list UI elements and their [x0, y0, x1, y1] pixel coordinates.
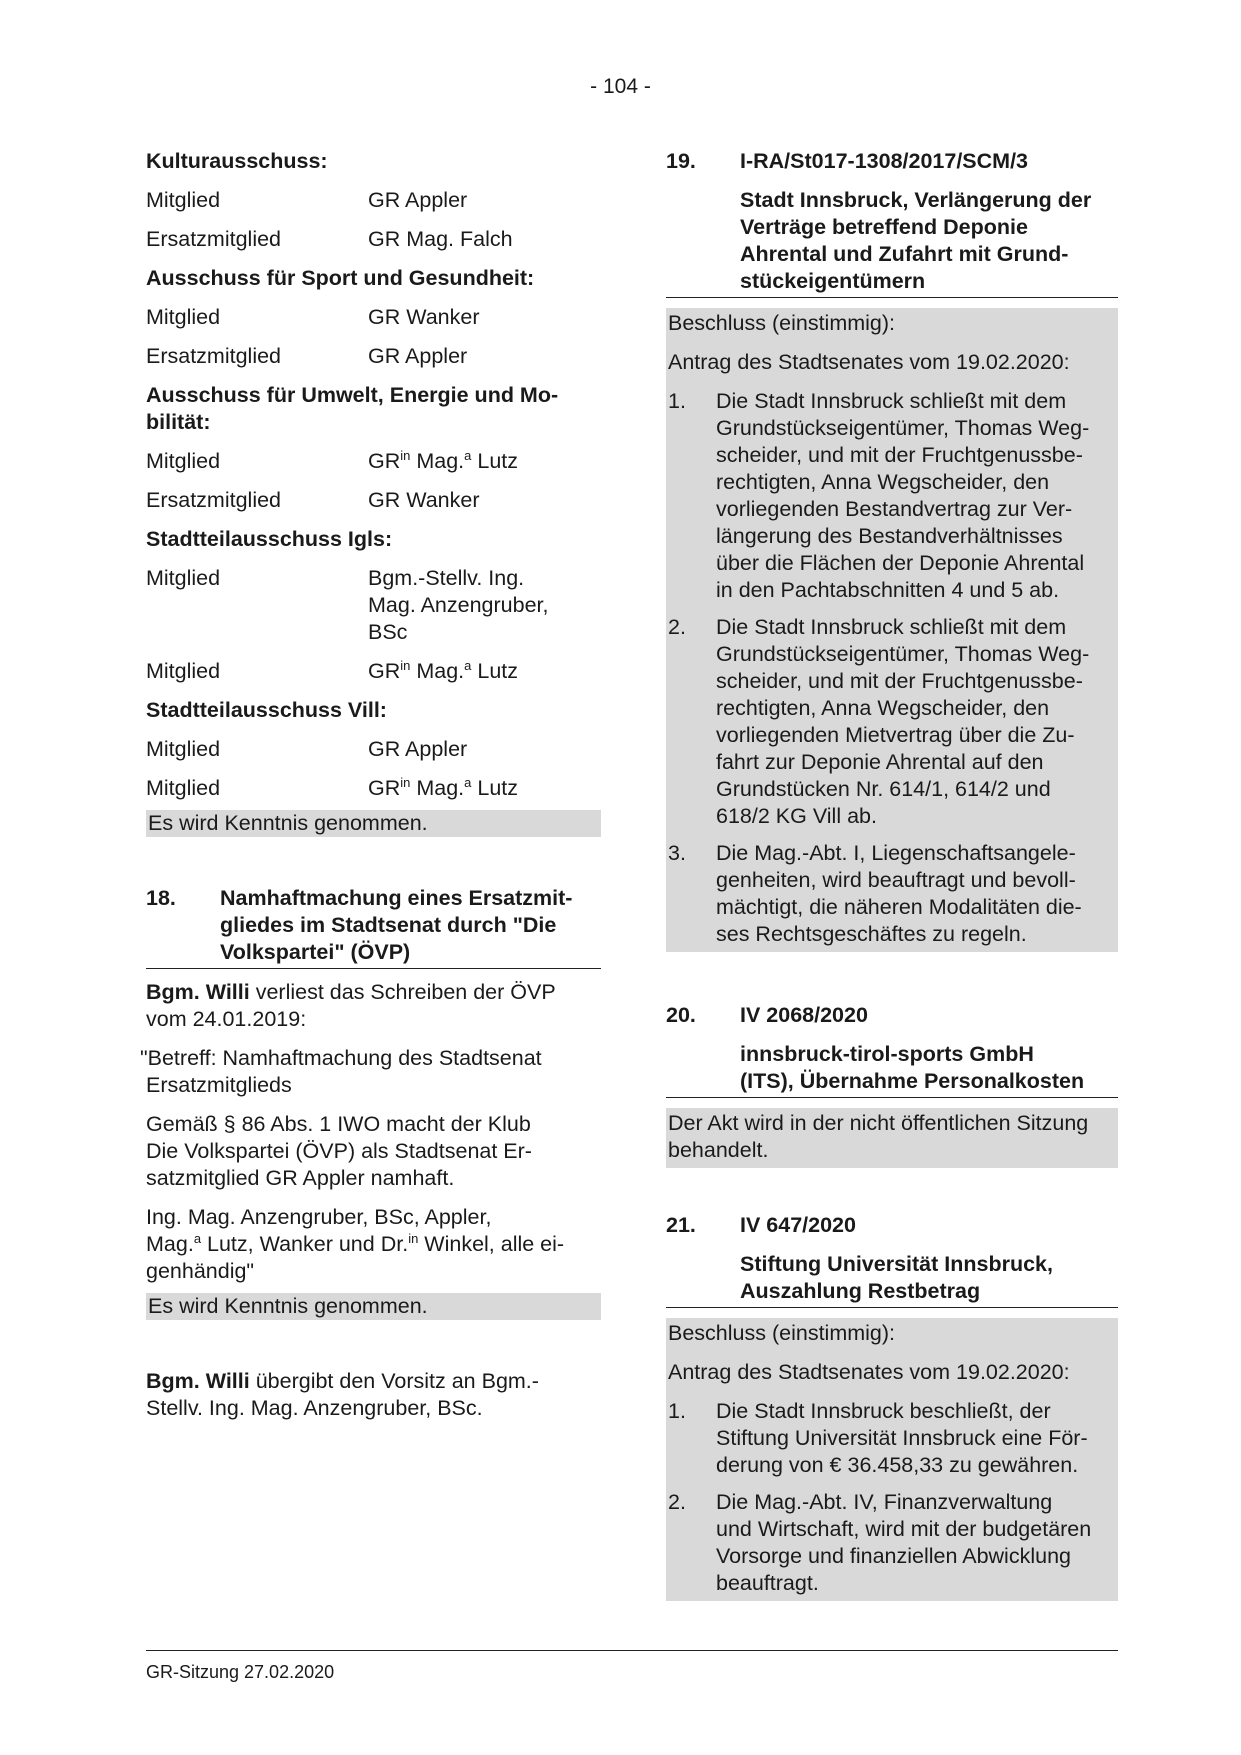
role-label: Ersatzmitglied: [146, 344, 282, 368]
title-line: Verträge betreffend Deponie: [740, 215, 1028, 239]
member-name: GR Wanker: [368, 488, 480, 512]
title-line: Ahrental und Zufahrt mit Grund-: [740, 242, 1069, 266]
text-line: genheiten, wird beauftragt und bevoll-: [716, 868, 1076, 892]
text-line: ses Rechtsgeschäftes zu regeln.: [716, 922, 1027, 946]
decision-block: [666, 1318, 1118, 1601]
committee-heading: Stadtteilausschuss Igls:: [146, 527, 393, 551]
paragraph-line: satzmitglied GR Appler namhaft.: [146, 1166, 455, 1190]
text-line: und Wirtschaft, wird mit der budgetären: [716, 1517, 1092, 1541]
committee-row: [146, 565, 601, 646]
speaker-name: Bgm. Willi: [146, 1369, 250, 1393]
paragraph-line: [146, 979, 601, 1006]
paragraph: [146, 979, 601, 1033]
paragraph-line: "Betreff: Namhaftmachung des Stadtsenat: [140, 1046, 542, 1070]
list-item: [668, 1398, 1116, 1479]
text-line: derung von € 36.458,33 zu gewähren.: [716, 1453, 1079, 1477]
item-number: 20.: [666, 1003, 696, 1027]
text-line: Stiftung Universität Innsbruck eine För-: [716, 1426, 1088, 1450]
acknowledgement-note: Es wird Kenntnis genommen.: [146, 1293, 601, 1320]
text-line: über die Flächen der Deponie Ahrental: [716, 551, 1085, 575]
title-part: GR: [368, 449, 401, 473]
member-name: GR Appler: [368, 188, 468, 212]
quote-paragraph: [140, 1045, 601, 1099]
text-line: mächtigt, die näheren Modalitäten die-: [716, 895, 1082, 919]
text-line: vorliegenden Mietvertrag über die Zu-: [716, 723, 1075, 747]
text-line: 618/2 KG Vill ab.: [716, 804, 877, 828]
list-text: [716, 388, 1116, 604]
list-item: [668, 840, 1116, 952]
committee-row: [146, 226, 601, 253]
list-text: [716, 840, 1116, 948]
paragraph: [146, 1111, 601, 1192]
superscript: in: [400, 658, 411, 673]
list-number: 1.: [668, 1399, 686, 1423]
text-line: fahrt zur Deponie Ahrental auf den: [716, 750, 1044, 774]
committee-row: [146, 187, 601, 214]
member-name: [368, 448, 601, 475]
paragraph-text: Winkel, alle ei-: [418, 1232, 565, 1256]
left-column: [140, 148, 601, 1434]
superscript: in: [400, 448, 411, 463]
member-name: GR Appler: [368, 344, 468, 368]
text-line: scheider, und mit der Fruchtgenussbe-: [716, 443, 1083, 467]
surname: Lutz: [471, 659, 519, 683]
text-line: Die Mag.-Abt. IV, Finanzverwaltung: [716, 1490, 1053, 1514]
footer-session-date: GR-Sitzung 27.02.2020: [146, 1662, 335, 1682]
acknowledgement-note: Es wird Kenntnis genommen.: [146, 810, 601, 837]
agenda-item-heading: [146, 885, 601, 969]
title-line: Volkspartei" (ÖVP): [220, 940, 411, 964]
list-item: [668, 1489, 1116, 1601]
title-part: Mag.: [410, 659, 465, 683]
heading-line: Ausschuss für Umwelt, Energie und Mo-: [146, 383, 559, 407]
title-line: stückeigentümern: [740, 269, 926, 293]
text-line: rechtigten, Anna Wegscheider, den: [716, 696, 1050, 720]
non-public-note: [666, 1108, 1118, 1168]
paragraph-line: Gemäß § 86 Abs. 1 IWO macht der Klub: [146, 1112, 531, 1136]
role-label: Mitglied: [146, 305, 221, 329]
member-name: Bgm.-Stellv. Ing. Mag. Anzengruber, BSc: [368, 566, 549, 644]
superscript: in: [408, 1231, 419, 1246]
role-label: Ersatzmitglied: [146, 488, 282, 512]
list-text: [716, 1398, 1116, 1479]
member-name: GR Mag. Falch: [368, 227, 513, 251]
text-line: Vorsorge und finanziellen Abwicklung: [716, 1544, 1071, 1568]
text-line: Die Stadt Innsbruck schließt mit dem: [716, 615, 1067, 639]
decision-block: [666, 308, 1118, 952]
motion-label: Antrag des Stadtsenates vom 19.02.2020:: [668, 350, 1070, 374]
agenda-item-title: [666, 1251, 1118, 1308]
list-number: 1.: [668, 389, 686, 413]
paragraph-line: Ing. Mag. Anzengruber, BSc, Appler,: [146, 1205, 492, 1229]
text-line: beauftragt.: [716, 1571, 819, 1595]
item-number: 18.: [146, 886, 176, 910]
title-part: Mag.: [410, 776, 465, 800]
list-number: 2.: [668, 615, 686, 639]
role-label: Mitglied: [146, 566, 221, 590]
superscript: a: [464, 448, 472, 463]
item-number: 19.: [666, 149, 696, 173]
paragraph-line: Stellv. Ing. Mag. Anzengruber, BSc.: [146, 1396, 483, 1420]
decision-label: Beschluss (einstimmig):: [668, 311, 895, 335]
surname: Lutz: [471, 449, 519, 473]
list-item: [668, 614, 1116, 830]
superscript: a: [193, 1231, 202, 1246]
committee-heading: Ausschuss für Sport und Gesundheit:: [146, 266, 535, 290]
committee-row: [146, 775, 601, 802]
committee-heading: [146, 382, 601, 436]
text-line: Die Stadt Innsbruck schließt mit dem: [716, 389, 1067, 413]
committee-row: [146, 448, 601, 475]
committee-heading: Kulturausschuss:: [146, 149, 328, 173]
member-name: GR Appler: [368, 737, 468, 761]
committee-row: [146, 487, 601, 514]
committee-row: [146, 658, 601, 685]
paragraph-line: vom 24.01.2019:: [146, 1007, 307, 1031]
paragraph-text: Mag.: [146, 1232, 194, 1256]
footer-divider: [146, 1650, 1118, 1651]
list-text: [716, 614, 1116, 830]
committee-row: [146, 304, 601, 331]
text-line: Die Mag.-Abt. I, Liegenschaftsangele-: [716, 841, 1076, 865]
text-line: Grundstückseigentümer, Thomas Weg-: [716, 416, 1090, 440]
item-code: I-RA/St017-1308/2017/SCM/3: [740, 149, 1029, 173]
title-line: Stiftung Universität Innsbruck,: [740, 1252, 1053, 1276]
paragraph-text: verliest das Schreiben der ÖVP: [249, 980, 556, 1004]
committee-heading: Stadtteilausschuss Vill:: [146, 698, 387, 722]
text-line: Grundstückseigentümer, Thomas Weg-: [716, 642, 1090, 666]
surname: Lutz: [471, 776, 519, 800]
paragraph: [146, 1368, 601, 1422]
paragraph-line: [146, 1368, 601, 1395]
paragraph-line: [146, 1231, 601, 1258]
page-number: - 104 -: [590, 75, 651, 98]
paragraph-line: genhändig": [146, 1259, 255, 1283]
item-title: [220, 885, 601, 966]
paragraph-line: Ersatzmitglieds: [146, 1073, 292, 1097]
text-line: rechtigten, Anna Wegscheider, den: [716, 470, 1050, 494]
list-number: 3.: [668, 841, 686, 865]
member-name: [368, 775, 601, 802]
role-label: Mitglied: [146, 449, 221, 473]
item-code: IV 2068/2020: [740, 1003, 868, 1027]
agenda-item-title: [666, 187, 1118, 298]
text-line: längerung des Bestandverhältnisses: [716, 524, 1063, 548]
text-line: Die Stadt Innsbruck beschließt, der: [716, 1399, 1051, 1423]
item-number: 21.: [666, 1213, 696, 1237]
superscript: in: [400, 775, 411, 790]
motion-label: Antrag des Stadtsenates vom 19.02.2020:: [668, 1360, 1070, 1384]
item-title: [740, 1251, 1118, 1305]
decision-label: Beschluss (einstimmig):: [668, 1321, 895, 1345]
list-number: 2.: [668, 1490, 686, 1514]
text-line: scheider, und mit der Fruchtgenussbe-: [716, 669, 1083, 693]
title-line: Auszahlung Restbetrag: [740, 1279, 981, 1303]
committee-row: [146, 736, 601, 763]
role-label: Mitglied: [146, 737, 221, 761]
text-line: vorliegenden Bestandvertrag zur Ver-: [716, 497, 1073, 521]
paragraph-text: Lutz, Wanker und Dr.: [201, 1232, 409, 1256]
signature-paragraph: [146, 1204, 601, 1285]
superscript: a: [464, 775, 472, 790]
text-line: behandelt.: [668, 1138, 769, 1162]
title-line: gliedes im Stadtsenat durch "Die: [220, 913, 557, 937]
committee-row: [146, 343, 601, 370]
member-name: [368, 658, 601, 685]
title-line: Namhaftmachung eines Ersatzmit-: [220, 886, 573, 910]
superscript: a: [464, 658, 472, 673]
agenda-item-heading: [666, 1002, 1118, 1029]
paragraph-line: Die Volkspartei (ÖVP) als Stadtsenat Er-: [146, 1139, 532, 1163]
item-code: IV 647/2020: [740, 1213, 856, 1237]
text-line: in den Pachtabschnitten 4 und 5 ab.: [716, 578, 1060, 602]
title-line: innsbruck-tirol-sports GmbH: [740, 1042, 1034, 1066]
role-label: Mitglied: [146, 776, 221, 800]
text-line: Grundstücken Nr. 614/1, 614/2 und: [716, 777, 1051, 801]
title-part: Mag.: [410, 449, 465, 473]
agenda-item-heading: [666, 1212, 1118, 1239]
title-part: GR: [368, 776, 401, 800]
list-item: [668, 388, 1116, 604]
title-line: (ITS), Übernahme Personalkosten: [740, 1069, 1085, 1093]
item-title: [740, 187, 1118, 295]
role-label: Ersatzmitglied: [146, 227, 282, 251]
heading-line: bilität:: [146, 410, 211, 434]
title-part: GR: [368, 659, 401, 683]
member-name: GR Wanker: [368, 305, 480, 329]
item-title: [740, 1041, 1118, 1095]
paragraph-text: übergibt den Vorsitz an Bgm.-: [249, 1369, 539, 1393]
title-line: Stadt Innsbruck, Verlängerung der: [740, 188, 1092, 212]
agenda-item-heading: [666, 148, 1118, 175]
role-label: Mitglied: [146, 188, 221, 212]
agenda-item-title: [666, 1041, 1118, 1098]
text-line: Der Akt wird in der nicht öffentlichen Sitzung: [668, 1111, 1089, 1135]
right-column: [666, 148, 1118, 1601]
role-label: Mitglied: [146, 659, 221, 683]
list-text: [716, 1489, 1116, 1597]
speaker-name: Bgm. Willi: [146, 980, 250, 1004]
